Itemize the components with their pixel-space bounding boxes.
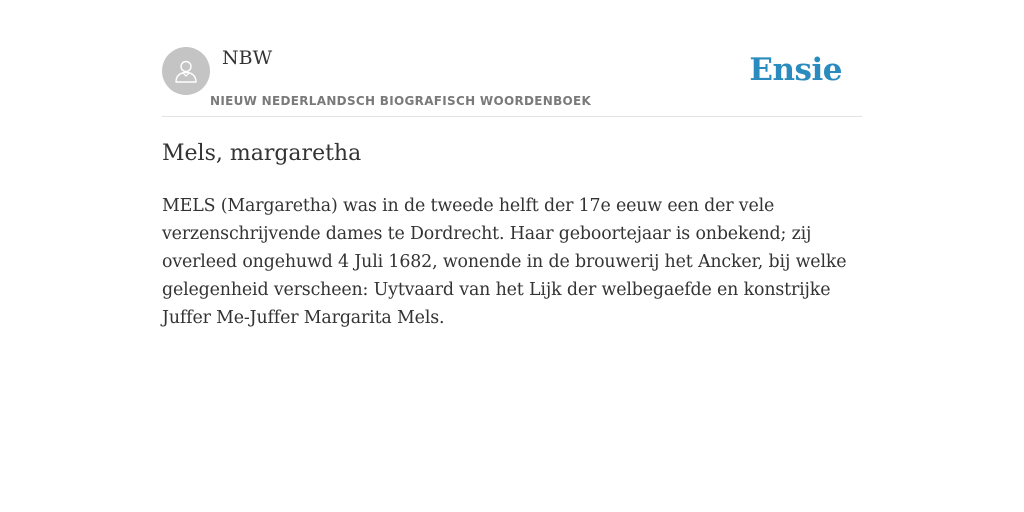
source-abbreviation[interactable]: NBW — [222, 47, 273, 69]
article-body: MELS (Margaretha) was in de tweede helft der 17e eeuw een der vele verzenschrijvende dames te Dordrecht. Haar geboortejaar is onbekend; zij overleed ongehuwd 4 Juli 1682, wonende in de brouwerij het Ancker, bij welke gelegenheid verscheen: Uytvaard van het Lijk der welbegaefde en konstrijke Juffer Me-Juffer Margarita Mels. — [162, 196, 847, 328]
source-full-name: NIEUW NEDERLANDSCH BIOGRAFISCH WOORDENBOEK — [210, 94, 592, 108]
ensie-logo[interactable]: Ensie — [749, 52, 842, 88]
source-header — [162, 46, 862, 117]
source-avatar[interactable] — [162, 47, 210, 95]
user-icon — [172, 57, 200, 85]
article-title: Mels, margaretha — [162, 141, 362, 166]
